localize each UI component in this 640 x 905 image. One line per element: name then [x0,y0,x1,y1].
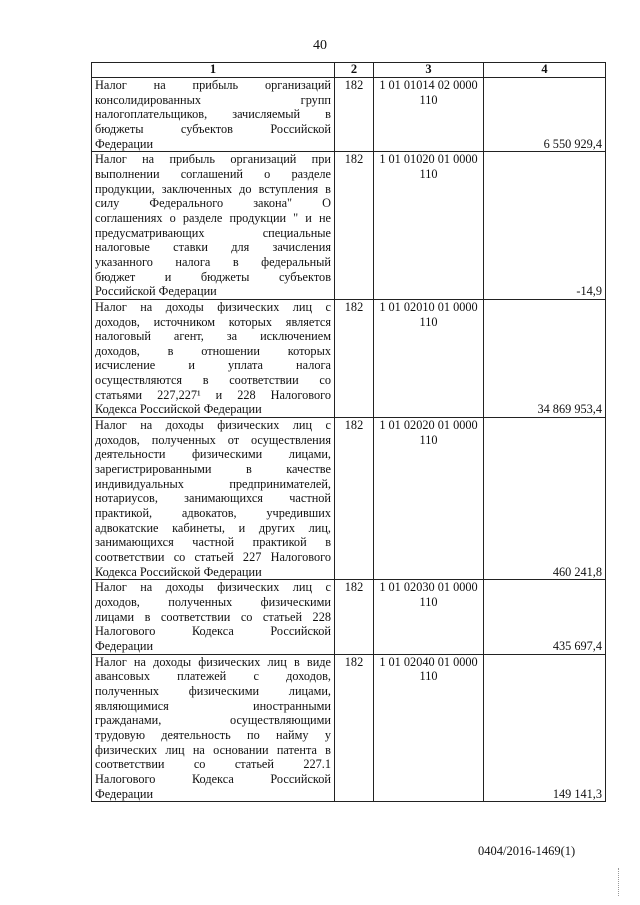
table-header-row [92,63,606,78]
budget-classification-code-cell [374,299,484,417]
budget-classification-code-cell [374,78,484,152]
revenue-name-line: Федерации [95,786,154,801]
admin-code-cell: 182 [335,152,374,300]
revenue-name-line: Налог на доходы физических лиц с [95,418,331,433]
amount-cell: -14,9 [484,152,606,300]
code-line: 110 [419,92,438,107]
code-line: 110 [419,314,438,329]
revenue-name-line: налоговые ставки для зачисления [95,240,331,255]
column-header-1: 1 [92,63,335,78]
revenue-name-line: Кодекса Российской Федерации [95,402,262,417]
revenue-name-line: занимающихся частной практикой в [95,535,331,550]
revenue-name-line: бюджеты субъектов Российской [95,121,331,136]
code-line: 1 01 02040 01 0000 [379,654,478,669]
revenue-name-cell [92,78,335,152]
revenue-name-line: Налог на доходы физических лиц с [95,580,331,595]
table-row [92,78,606,152]
revenue-name-line: Налог на доходы физических лиц в виде [95,654,331,669]
revenue-name-line: статьями 227,227¹ и 228 Налогового [95,387,331,402]
revenue-name-line: физических лиц на основании патента в [95,742,331,757]
revenue-name-line: практикой, адвокатов, учредивших [95,506,331,521]
revenue-name-line: Налог на прибыль организаций [95,78,331,92]
admin-code-cell: 182 [335,580,374,654]
revenue-name-cell [92,299,335,417]
revenue-name-line: доходов, источником которых является [95,314,331,329]
revenue-name-line: индивидуальных предпринимателей, [95,476,331,491]
column-header-4: 4 [484,63,606,78]
code-line: 1 01 02010 01 0000 [379,299,478,314]
revenue-name-line: соответствии со статьей 227 Налогового [95,550,331,564]
revenue-name-line: продукции, заключенных до вступления в [95,181,331,196]
table-row [92,580,606,654]
budget-classification-code-cell [374,654,484,802]
revenue-name-line: предусматривающих специальные [95,225,331,240]
code-line: 110 [419,594,438,609]
revenue-name-line: являющимися иностранными [95,698,331,713]
admin-code-cell: 182 [335,78,374,152]
revenue-name-line: нотариусов, занимающихся частной [95,491,331,506]
revenue-name-line: соглашениях о разделе продукции " и не [95,210,331,225]
revenue-name-line: налоговый агент, за исключением [95,329,331,344]
revenue-name-line: доходов, полученных физическими [95,594,331,609]
revenue-name-line: Федерации [95,638,154,653]
margin-mark [618,868,625,896]
table-body [92,78,606,802]
column-header-2: 2 [335,63,374,78]
revenue-name-line: адвокатские кабинеты, и других лиц, [95,520,331,535]
revenue-name-line: выполнении соглашений о разделе [95,166,331,181]
revenue-name-cell [92,580,335,654]
revenue-name-line: налогоплательщиков, зачисляемый в [95,107,331,122]
revenue-name-line: Федерации [95,136,154,151]
code-line: 1 01 01020 01 0000 [379,152,478,167]
revenue-name-line: бюджет и бюджеты субъектов [95,269,331,284]
revenue-name-cell [92,418,335,580]
code-line: 110 [419,166,438,181]
revenue-name-line: доходов, полученных от осуществления [95,432,331,447]
page-number: 40 [313,38,327,53]
revenue-name-line: полученных физическими лицами, [95,683,331,698]
revenue-name-line: деятельности физическими лицами, [95,447,331,462]
amount-cell: 6 550 929,4 [484,78,606,152]
revenue-name-line: авансовых платежей с доходов, [95,669,331,684]
revenue-name-line: Налог на доходы физических лиц с [95,299,331,314]
code-line: 1 01 01014 02 0000 [379,78,478,92]
revenue-name-line: Российской Федерации [95,284,217,299]
admin-code-cell: 182 [335,654,374,802]
budget-classification-code-cell [374,152,484,300]
revenue-name-line: соответствии со статьей 227.1 [95,757,331,772]
revenue-name-line: силу Федерального закона" О [95,196,331,211]
revenue-name-line: трудовую деятельность по найму у [95,727,331,742]
revenue-name-line: Налогового Кодекса Российской [95,624,331,639]
revenue-name-line: лицами в соответствии со статьей 228 [95,609,331,624]
revenue-name-line: исчисление и уплата налога [95,358,331,373]
revenue-name-line: Кодекса Российской Федерации [95,564,262,579]
column-header-3: 3 [374,63,484,78]
table-row [92,418,606,580]
revenue-name-line: осуществляются в соответствии со [95,373,331,388]
budget-classification-code-cell [374,580,484,654]
amount-cell: 460 241,8 [484,418,606,580]
amount-cell: 34 869 953,4 [484,299,606,417]
revenue-name-line: указанного налога в федеральный [95,254,331,269]
code-line: 110 [419,432,438,447]
code-line: 110 [419,669,438,684]
revenue-name-cell [92,654,335,802]
revenue-name-line: зарегистрированными в качестве [95,462,331,477]
admin-code-cell: 182 [335,299,374,417]
code-line: 1 01 02030 01 0000 [379,580,478,595]
revenue-table [91,62,606,802]
budget-classification-code-cell [374,418,484,580]
revenue-name-line: гражданами, осуществляющими [95,713,331,728]
revenue-name-cell [92,152,335,300]
code-line: 1 01 02020 01 0000 [379,418,478,433]
revenue-name-line: Налог на прибыль организаций при [95,152,331,167]
document-code: 0404/2016-1469(1) [478,844,576,858]
table-row [92,152,606,300]
revenue-name-line: доходов, в отношении которых [95,343,331,358]
revenue-name-line: консолидированных групп [95,92,331,107]
table-row [92,654,606,802]
amount-cell: 435 697,4 [484,580,606,654]
revenue-name-line: Налогового Кодекса Российской [95,771,331,786]
amount-cell: 149 141,3 [484,654,606,802]
admin-code-cell: 182 [335,418,374,580]
table-row [92,299,606,417]
